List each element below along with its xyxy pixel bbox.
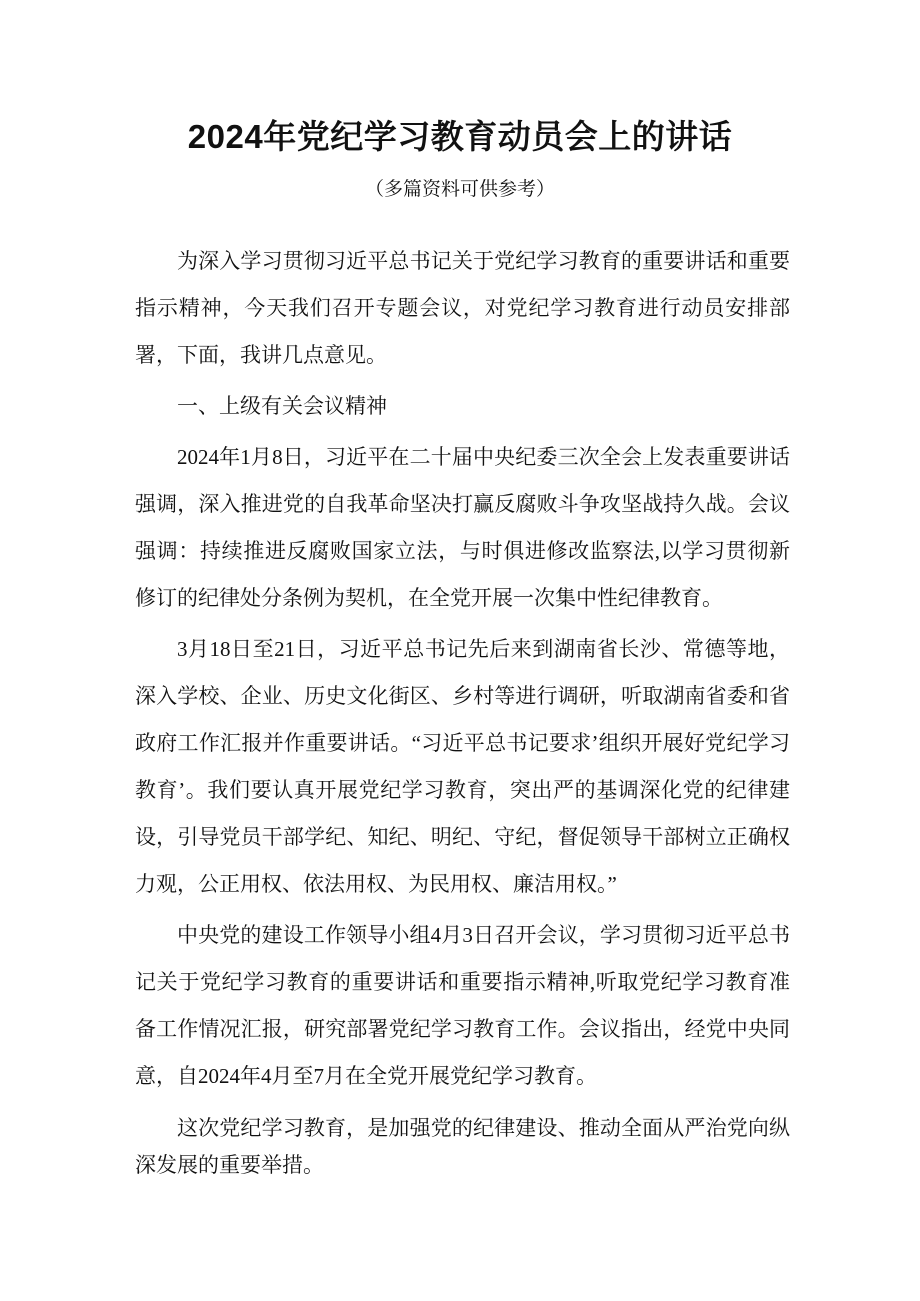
- document-body: [135, 238, 790, 1184]
- paragraph-hunan-inspection: 3月18日至21日，习近平总书记先后来到湖南省长沙、常德等地，深入学校、企业、历史文化街区、乡村等进行调研，听取湖南省委和省政府工作汇报并作重要讲话。“习近平总书记要求’组织开展好党纪学习教育’。我们要认真开展党纪学习教育，突出严的基调深化党的纪律建设，引导党员干部学纪、知纪、明纪、守纪，督促领导干部树立正确权力观，公正用权、依法用权、为民用权、廉洁用权。”: [135, 637, 790, 896]
- document-subtitle: （多篇资料可供参考）: [364, 179, 555, 200]
- document-title: 2024年党纪学习教育动员会上的讲话: [187, 118, 733, 155]
- paragraph-significance: 这次党纪学习教育，是加强党的纪律建设、推动全面从严治党向纵深发展的重要举措。: [135, 1116, 790, 1177]
- section-heading: 一、上级有关会议精神: [177, 394, 387, 418]
- paragraph-plenary-speech: 2024年1月8日，习近平在二十届中央纪委三次全会上发表重要讲话强调，深入推进党的自我革命坚决打赢反腐败斗争攻坚战持久战。会议强调：持续推进反腐败国家立法，与时俱进修改监察法,以学习贯彻新修订的纪律处分条例为契机，在全党开展一次集中性纪律教育。: [135, 445, 790, 610]
- paragraph-leading-group-meeting: 中央党的建设工作领导小组4月3日召开会议，学习贯彻习近平总书记关于党纪学习教育的重要讲话和重要指示精神,听取党纪学习教育准备工作情况汇报，研究部署党纪学习教育工作。会议指出，经党中央同意，自2024年4月至7月在全党开展党纪学习教育。: [135, 923, 790, 1088]
- paragraph-intro: 为深入学习贯彻习近平总书记关于党纪学习教育的重要讲话和重要指示精神，今天我们召开专题会议，对党纪学习教育进行动员安排部署，下面，我讲几点意见。: [135, 249, 790, 367]
